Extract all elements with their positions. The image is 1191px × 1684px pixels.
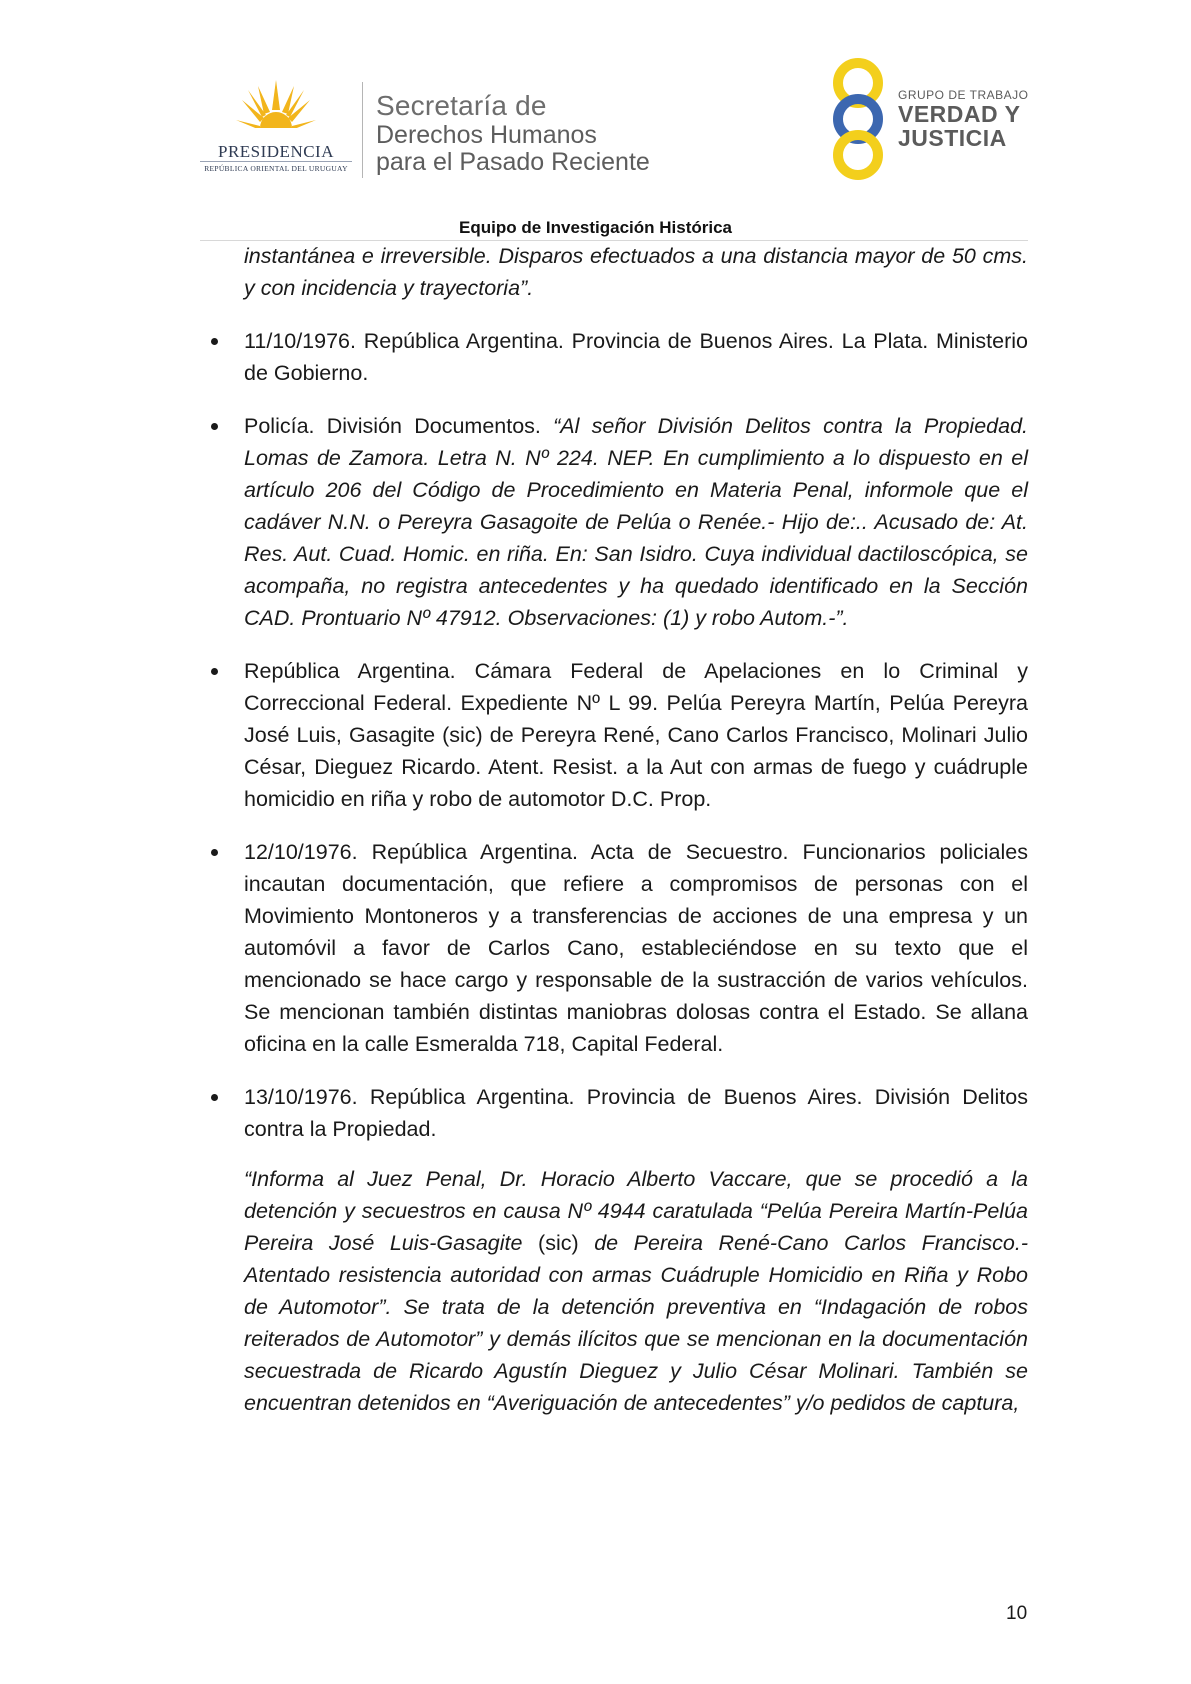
bullet-icon	[211, 423, 218, 430]
bullet-icon	[211, 338, 218, 345]
list-item	[244, 1081, 1028, 1145]
grupo-line1: GRUPO DE TRABAJO	[898, 88, 1029, 102]
list-item	[244, 836, 1028, 1060]
presidencia-logo	[196, 80, 356, 180]
secretaria-logo	[376, 90, 650, 176]
list-item-text: 13/10/1976. República Argentina. Provincia de Buenos Aires. División Delitos contra la Propiedad.	[244, 1085, 1028, 1141]
presidencia-subtitle: REPÚBLICA ORIENTAL DEL URUGUAY	[204, 164, 348, 173]
page-number: 10	[1006, 1603, 1028, 1624]
document-body	[244, 240, 1028, 1441]
list-item	[244, 410, 1028, 634]
list-item-text: 12/10/1976. República Argentina. Acta de Secuestro. Funcionarios policiales incautan documentación, que refiere a compromisos de personas con el Movimiento Montoneros y a transferencias de acciones de una empresa y un automóvil a favor de Carlos Cano, estableciéndose en su texto que el mencionado se hace cargo y responsable de la sustracción de varios vehículos. Se mencionan también distintas maniobras dolosas contra el Estado. Se allana oficina en la calle Esmeralda 718, Capital Federal.	[244, 840, 1028, 1056]
list-item-text: República Argentina. Cámara Federal de Apelaciones en lo Criminal y Correccional Federal. Expediente Nº L 99. Pelúa Pereyra Martín, Pelúa Pereyra José Luis, Gasagite (sic) de Pereyra René, Cano Carlos Francisco, Molinari Julio César, Dieguez Ricardo. Atent. Resist. a la Aut con armas de fuego y cuádruple homicidio en riña y robo de automotor D.C. Prop.	[244, 659, 1028, 811]
grupo-line2: VERDAD Y	[898, 101, 1021, 127]
linked-rings-icon	[818, 57, 898, 181]
sic-note: (sic)	[522, 1231, 595, 1255]
list-item-quote: “Al señor División Delitos contra la Propiedad. Lomas de Zamora. Letra N. Nº 224. NEP. En cumplimiento a lo dispuesto en el artículo 206 del Código de Procedimiento en Materia Penal, informole que el cadáver N.N. o Pereyra Gasagoite de Pelúa o Renée.- Hijo de:.. Acusado de: At. Res. Aut. Cuad. Homic. en riña. En: San Isidro. Cuya individual dactiloscópica, se acompaña, no registra antecedentes y ha quedado identificado en la Sección CAD. Prontuario Nº 47912. Observaciones: (1) y robo Autom.-”.	[244, 414, 1028, 630]
grupo-line3: JUSTICIA	[898, 125, 1007, 151]
secretaria-line3: para el Pasado Reciente	[376, 148, 650, 176]
bullet-icon	[211, 849, 218, 856]
list-item-text: 11/10/1976. República Argentina. Provincia de Buenos Aires. La Plata. Ministerio de Gobierno.	[244, 329, 1028, 385]
continuation-paragraph: instantánea e irreversible. Disparos efectuados a una distancia mayor de 50 cms. y con incidencia y trayectoria”.	[244, 244, 1028, 300]
bullet-icon	[211, 668, 218, 675]
team-title: Equipo de Investigación Histórica	[459, 218, 732, 237]
quote-paragraph	[244, 1163, 1028, 1419]
quote-part1: “Informa al Juez Penal, Dr. Horacio Alberto Vaccare, que se procedió a la detención y secuestros en causa Nº 4944 caratulada “Pelúa Pereira Martín-Pelúa Pereira José Luis-Gasagite	[244, 1167, 1028, 1255]
list-item	[244, 655, 1028, 815]
secretaria-line1: Secretaría de	[376, 90, 547, 121]
presidencia-name: PRESIDENCIA	[217, 142, 334, 161]
list-item	[244, 325, 1028, 389]
logo-divider	[362, 82, 363, 178]
bullet-icon	[211, 1094, 218, 1101]
secretaria-line2: Derechos Humanos	[376, 121, 597, 149]
quote-part2: de Pereira René-Cano Carlos Francisco.- Atentado resistencia autoridad con armas Cuádruple Homicidio en Riña y Robo de Automotor”. Se trata de la detención preventiva en “Indagación de robos reiterados de Automotor” y demás ilícitos que se mencionan en la documentación secuestrada de Ricardo Agustín Dieguez y Julio César Molinari. También se encuentran detenidos en “Averiguación de antecedentes” y/o pedidos de captura,	[244, 1231, 1029, 1415]
grupo-trabajo-logo-text	[898, 88, 1028, 150]
list-item-prefix: Policía. División Documentos.	[244, 414, 554, 438]
sun-emblem-icon	[236, 80, 316, 142]
